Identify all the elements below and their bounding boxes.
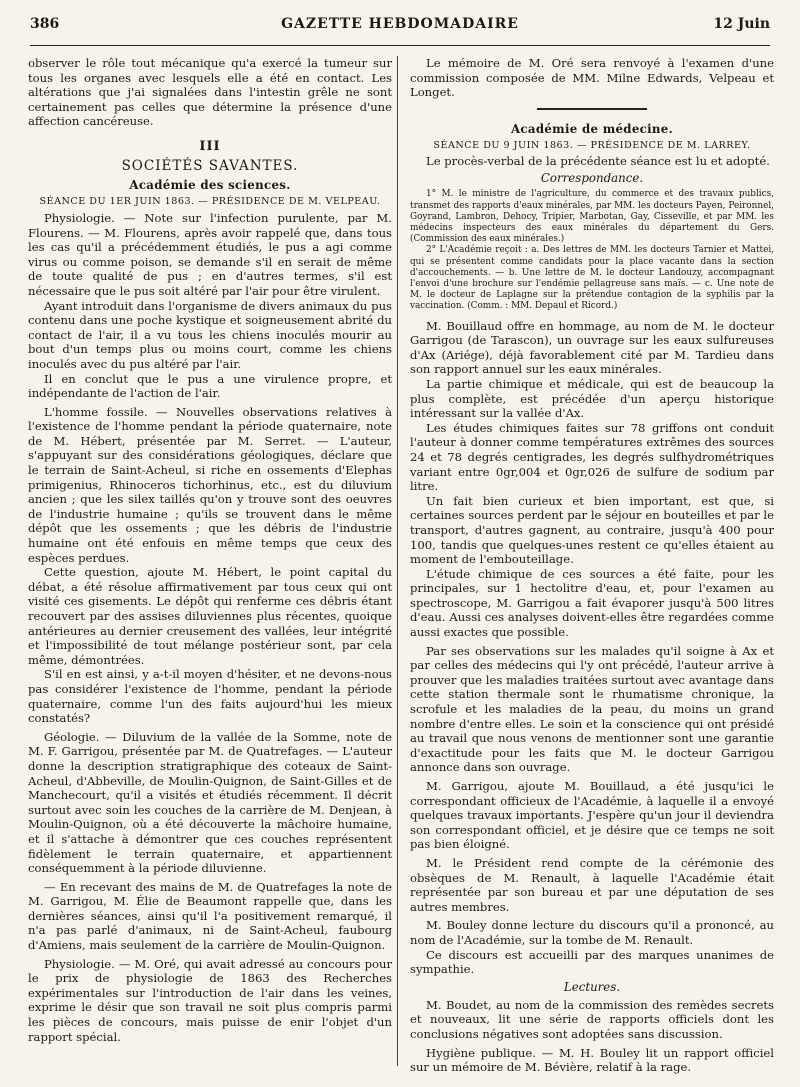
section-rule: [537, 108, 647, 110]
left-column: [28, 56, 392, 1076]
section-number: III: [199, 138, 221, 154]
issue-date: 12 Juin: [713, 16, 770, 32]
paragraph: Le mémoire de M. Oré sera renvoyé à l'examen d'une commission composée de MM. Milne Edwards, Velpeau et Longet.: [410, 56, 774, 100]
paragraph: La partie chimique et médicale, qui est de beaucoup la plus complète, est précédée d'un aperçu historique intéressant sur la vallée d'Ax.: [410, 376, 774, 421]
paragraph: Ayant introduit dans l'organisme de divers animaux du pus contenu dans une poche kystique et soigneusement abrité du contact de l'air, il a vu tous les chiens inoculés mourir au bout d'un temps plus ou moins court, comme les chiens inoculés avec du pus altéré par l'air.: [28, 298, 392, 371]
paragraph: Physiologie. — Note sur l'infection purulente, par M. Flourens. — M. Flourens, après avoir rappelé que, dans tous les cas qu'il a précédemment étudiés, le pus a agi comme virus ou comme poison, se demande s'il en serait de même de toute qualité de pus ; en d'autres termes, s'il est nécessaire que le pus soit altéré par l'air pour être virulent.: [28, 210, 392, 298]
correspondence-item: 2° L'Académie reçoit : a. Des lettres de MM. les docteurs Tarnier et Mattei, qui se présentent comme candidats pour la place vacante dans la section d'accouchements. — b. Une lettre de M. le docteur Landouzy, accompagnant l'envoi d'une brochure sur l'endémie pellagreuse sans maïs. — c. Une note de M. le docteur de Laplagne sur la prétendue contagion de la syphilis par la vaccination. (Comm. : MM. Depaul et Ricord.): [410, 245, 774, 312]
paragraph: Ce discours est accueilli par des marques unanimes de sympathie.: [410, 947, 774, 977]
paragraph: Par ses observations sur les malades qu'il soigne à Ax et par celles des médecins qui l'y ont précédé, l'auteur arrive à prouver que les maladies traitées surtout avec avantage dans cette station thermale sont le rhumatisme chronique, la scrofule et les maladies de la peau, du moins un grand nombre d'entre elles. Le soin et la conscience qui ont présidé au travail que nous venons de mentionner sont une garantie d'exactitude pour les faits que M. le docteur Garrigou annonce dans son ouvrage.: [410, 643, 774, 775]
paragraph: — En recevant des mains de M. de Quatrefages la note de M. Garrigou, M. Élie de Beaumont rappelle que, dans les dernières séances, ainsi qu'il l'a positivement remarqué, il n'a pas parlé d'animaux, ni de Saint-Acheul, faubourg d'Amiens, mais seulement de la carrière de Moulin-Quignon.: [28, 879, 392, 953]
paragraph: M. Boudet, au nom de la commission des remèdes secrets et nouveaux, lit une série de rapports officiels dont les conclusions négatives sont adoptées sans discussion.: [410, 997, 774, 1041]
page-header: [30, 8, 770, 34]
paragraph: M. Bouley donne lecture du discours qu'il a prononcé, au nom de l'Académie, sur la tombe de M. Renault.: [410, 918, 774, 947]
paragraph: Le procès-verbal de la précédente séance est lu et adopté.: [426, 153, 770, 168]
correspondence-list: [410, 189, 774, 312]
paragraph: Cette question, ajoute M. Hébert, le point capital du débat, a été résolue affirmativement par tous ceux qui ont visité ces gisements. Le dépôt qui renferme ces débris étant recouvert par des assises diluviennes plus récentes, quoique antérieures au dernier creusement des vallées, leur intégrité et l'impossibilité de tout mélange postérieur sont, par cela même, démontrées.: [28, 565, 392, 667]
session-line: SÉANCE DU 9 JUIN 1863. — PRÉSIDENCE DE M. LARREY.: [433, 139, 751, 151]
header-rule: [30, 45, 770, 46]
paragraph: S'il en est ainsi, y a-t-il moyen d'hésiter, et ne devons-nous pas considérer l'existence de l'homme, pendant la période quaternaire, comme l'un des faits aujourd'hui les mieux constatés?: [28, 667, 392, 726]
paragraph: Il en conclut que le pus a une virulence propre, et indépendante de l'action de l'air.: [28, 371, 392, 401]
correspondence-heading: Correspondance.: [540, 171, 644, 186]
paragraph: Les études chimiques faites sur 78 griffons ont conduit l'auteur à donner comme températures extrêmes des sources 24 et 78 degrés centigrades, les degrés sulfhydrométriques variant entre 0gr,004 et 0gr,026 de sulfure de sodium par litre.: [410, 420, 774, 494]
paragraph: M. Garrigou, ajoute M. Bouillaud, a été jusqu'ici le correspondant officieux de l'Académie, à laquelle il a envoyé quelques travaux importants. J'espère qu'un jour il deviendra son correspondant officiel, et je désire que ce temps ne soit pas bien éloigné.: [410, 779, 774, 852]
paragraph: Un fait bien curieux et bien important, est que, si certaines sources perdent par le séjour en bouteilles et par le transport, d'autres gagnent, au contraire, jusqu'à 400 pour 100, tandis que quelques-unes restent ce qu'elles étaient au moment de l'embouteillage.: [410, 493, 774, 567]
paragraph: M. le Président rend compte de la cérémonie des obsèques de M. Renault, à laquelle l'Académie était représentée par son bureau et par une députation de ses autres membres.: [410, 855, 774, 914]
academy-heading: Académie des sciences.: [129, 177, 291, 192]
page-number: 386: [30, 16, 60, 32]
paragraph: L'homme fossile. — Nouvelles observations relatives à l'existence de l'homme pendant la période quaternaire, note de M. Hébert, présentée par M. Serret. — L'auteur, s'appuyant sur des considérations géologiques, déclare que le terrain de Saint-Acheul, si riche en ossements d'Elephas primigenius, Rhinoceros tichorhinus, etc., est du diluvium ancien ; que les silex taillés qu'on y trouve sont des oeuvres de l'industrie humaine ; qu'ils se trouvent dans le même dépôt que les ossements ; que les débris de l'industrie humaine ont été enfouis en même temps que ceux des espèces perdues.: [28, 404, 392, 565]
paragraph: Hygiène publique. — M. H. Bouley lit un rapport officiel sur un mémoire de M. Bévière, relatif à la rage.: [410, 1045, 774, 1075]
section-title: SOCIÉTÉS SAVANTES.: [121, 157, 299, 174]
paragraph: Physiologie. — M. Oré, qui avait adressé au concours pour le prix de physiologie de 1863 des Recherches expérimentales sur l'introduction de l'air dans les veines, exprime le désir que son travail ne soit plus compris parmi les pièces de concours, mais puisse de enir l'objet d'un rapport spécial.: [28, 956, 392, 1044]
right-column: [410, 56, 774, 1076]
lectures-heading: Lectures.: [563, 979, 621, 994]
column-divider: [397, 56, 398, 1066]
session-line: SÉANCE DU 1ER JUIN 1863. — PRÉSIDENCE DE M. VELPEAU.: [39, 195, 381, 207]
paragraph: M. Bouillaud offre en hommage, au nom de M. le docteur Garrigou (de Tarascon), un ouvrage sur les eaux sulfureuses d'Ax (Ariége), déjà favorablement cité par M. Tardieu dans son rapport annuel sur les eaux minérales.: [410, 318, 774, 377]
paragraph: L'étude chimique de ces sources a été faite, pour les principales, sur 1 hectolitre d'eau, et, pour l'examen au spectroscope, M. Garrigou a fait évaporer jusqu'à 500 litres d'eau. Aussi ces analyses doivent-elles être regardées comme aussi exactes que possible.: [410, 566, 774, 640]
academy-heading: Académie de médecine.: [510, 121, 674, 136]
paragraph: observer le rôle tout mécanique qu'a exercé la tumeur sur tous les organes avec lesquels elle a été en contact. Les altérations que j'ai signalées dans l'intestin grêle ne sont certainement pas celles que détermine la présence d'une affection cancéreuse.: [28, 56, 392, 129]
paragraph: Géologie. — Diluvium de la vallée de la Somme, note de M. F. Garrigou, présentée par M. de Quatrefages. — L'auteur donne la description stratigraphique des coteaux de Saint-Acheul, d'Abbeville, de Moulin-Quignon, de Saint-Gilles et de Manchecourt, qu'il a visités et étudiés récemment. Il décrit surtout avec soin les couches de la carrière de M. Denjean, à Moulin-Quignon, où a été découverte la mâchoire humaine, et il s'attache à démontrer que ces couches représentent fidèlement le terrain quaternaire, et appartiennent conséquemment à la période diluvienne.: [28, 729, 392, 876]
correspondence-item: 1° M. le ministre de l'agriculture, du commerce et des travaux publics, transmet des rapports d'eaux minérales, par MM. les docteurs Payen, Peironnel, Goyrand, Lambron, Dehocy, Tripier, Marbotan, Gay, Cisseville, et par MM. les médecins inspecteurs des eaux minérales du département du Gers. (Commission des eaux minérales.): [410, 189, 774, 245]
journal-title: GAZETTE HEBDOMADAIRE: [281, 16, 519, 32]
